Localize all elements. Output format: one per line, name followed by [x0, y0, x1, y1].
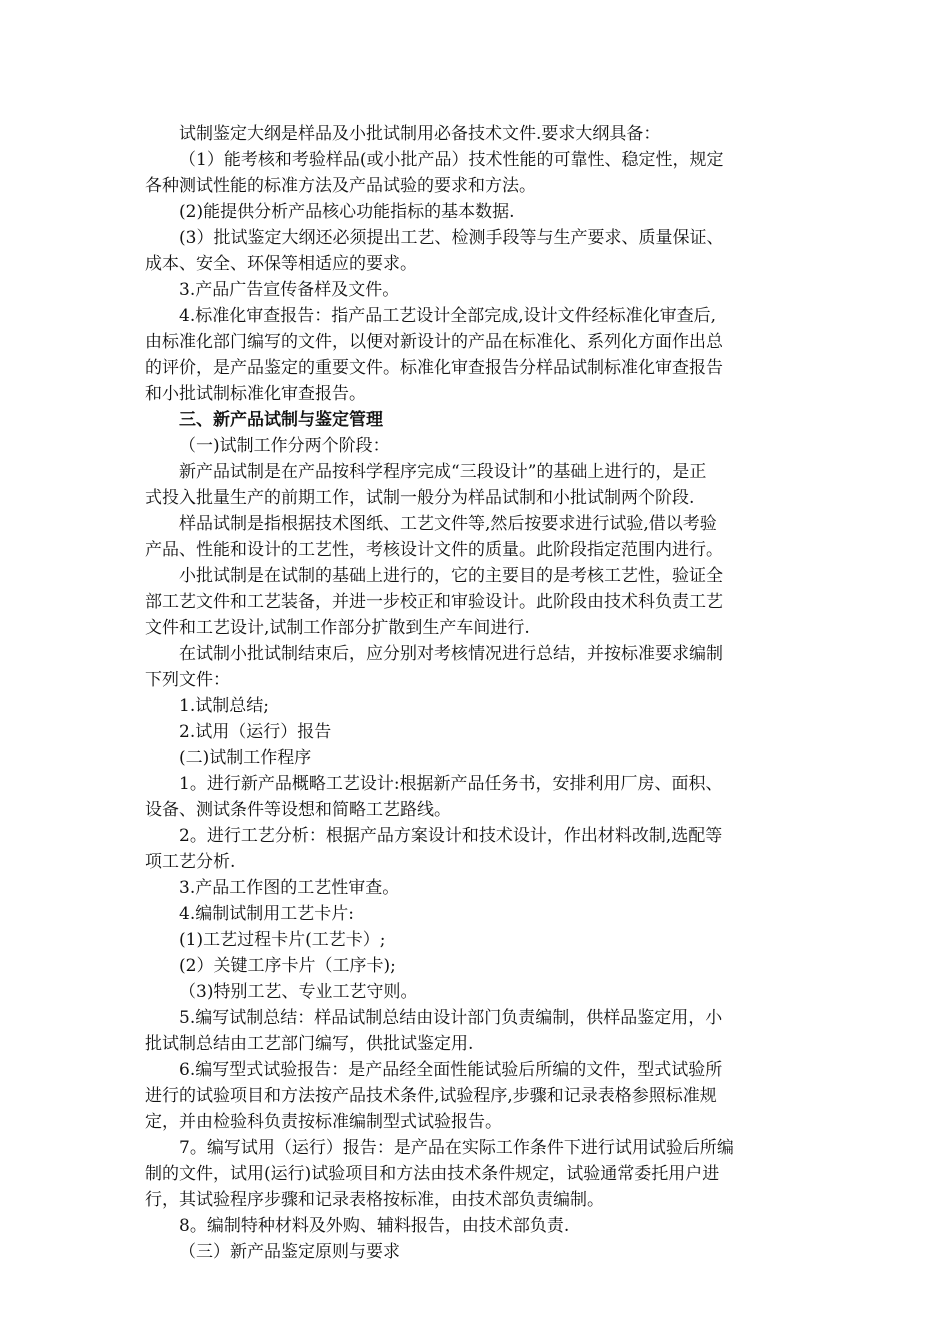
- text-line: 1.试制总结;: [179, 696, 269, 716]
- text-line: 下列文件：: [145, 670, 230, 690]
- paragraph: [145, 225, 805, 277]
- paragraph: [145, 121, 805, 147]
- paragraph: [145, 1057, 805, 1135]
- paragraph: [145, 563, 805, 641]
- text-line: （三）新产品鉴定原则与要求: [179, 1242, 400, 1262]
- text-line: 2。进行工艺分析：根据产品方案设计和技术设计，作出材料改制,选配等: [179, 826, 723, 846]
- paragraph: [145, 1239, 805, 1265]
- paragraph: [145, 771, 805, 823]
- text-line: 设备、测试条件等设想和简略工艺路线。: [145, 800, 451, 820]
- paragraph: [145, 693, 805, 719]
- text-line: 部工艺文件和工艺装备，并进一步校正和审验设计。此阶段由技术科负责工艺: [145, 592, 723, 612]
- text-line: (1)工艺过程卡片(工艺卡）;: [179, 930, 386, 950]
- text-line: 新产品试制是在产品按科学程序完成“三段设计”的基础上进行的，是正: [179, 462, 707, 482]
- paragraph: [145, 641, 805, 693]
- paragraph: [145, 433, 805, 459]
- text-line: 各种测试性能的标准方法及产品试验的要求和方法。: [145, 176, 536, 196]
- paragraph: [145, 719, 805, 745]
- paragraph: [145, 979, 805, 1005]
- text-line: 文件和工艺设计,试制工作部分扩散到生产车间进行.: [145, 618, 530, 638]
- text-line: (2)能提供分析产品核心功能指标的基本数据.: [179, 202, 515, 222]
- paragraph: [145, 1135, 805, 1213]
- document-body: [145, 121, 805, 1265]
- text-line: 3.产品工作图的工艺性审查。: [179, 878, 400, 898]
- text-line: 进行的试验项目和方法按产品技术条件,试验程序,步骤和记录表格参照标准规: [145, 1086, 717, 1106]
- text-line: 6.编写型式试验报告：是产品经全面性能试验后所编的文件，型式试验所: [179, 1060, 723, 1080]
- paragraph: [145, 823, 805, 875]
- paragraph: [145, 511, 805, 563]
- text-line: 定，并由检验科负责按标准编制型式试验报告。: [145, 1112, 502, 1132]
- text-line: 产品、性能和设计的工艺性，考核设计文件的质量。此阶段指定范围内进行。: [145, 540, 723, 560]
- paragraph: [145, 1213, 805, 1239]
- text-line: 式投入批量生产的前期工作，试制一般分为样品试制和小批试制两个阶段.: [145, 488, 695, 508]
- paragraph: [145, 901, 805, 927]
- paragraph: [145, 459, 805, 511]
- paragraph: [145, 277, 805, 303]
- text-line: 和小批试制标准化审查报告。: [145, 384, 366, 404]
- text-line: 1。进行新产品概略工艺设计:根据新产品任务书，安排利用厂房、面积、: [179, 774, 723, 794]
- text-line: 7。编写试用（运行）报告：是产品在实际工作条件下进行试用试验后所编: [179, 1138, 734, 1158]
- paragraph: [145, 927, 805, 953]
- section-heading: [145, 407, 805, 433]
- text-line: 2.试用（运行）报告: [179, 722, 332, 742]
- paragraph: [145, 199, 805, 225]
- paragraph: [145, 875, 805, 901]
- text-line: 试制鉴定大纲是样品及小批试制用必备技术文件.要求大纲具备：: [179, 124, 661, 144]
- text-line: 4.编制试制用工艺卡片:: [179, 904, 354, 924]
- text-line: 小批试制是在试制的基础上进行的，它的主要目的是考核工艺性，验证全: [179, 566, 723, 586]
- paragraph: [145, 953, 805, 979]
- paragraph: [145, 745, 805, 771]
- text-line: （3)特别工艺、专业工艺守则。: [179, 982, 418, 1002]
- paragraph: [145, 303, 805, 407]
- text-line: 三、新产品试制与鉴定管理: [179, 410, 383, 430]
- text-line: 成本、安全、环保等相适应的要求。: [145, 254, 417, 274]
- text-line: (2）关键工序卡片（工序卡);: [179, 956, 396, 976]
- text-line: 批试制总结由工艺部门编写，供批试鉴定用.: [145, 1034, 474, 1054]
- text-line: 行，其试验程序步骤和记录表格按标准，由技术部负责编制。: [145, 1190, 604, 1210]
- text-line: 4.标准化审查报告：指产品工艺设计全部完成,设计文件经标准化审查后,: [179, 306, 717, 326]
- text-line: 的评价，是产品鉴定的重要文件。标准化审查报告分样品试制标准化审查报告: [145, 358, 723, 378]
- text-line: 5.编写试制总结：样品试制总结由设计部门负责编制，供样品鉴定用，小: [179, 1008, 723, 1028]
- text-line: 样品试制是指根据技术图纸、工艺文件等,然后按要求进行试验,借以考验: [179, 514, 717, 534]
- text-line: 制的文件，试用(运行)试验项目和方法由技术条件规定，试验通常委托用户进: [145, 1164, 720, 1184]
- text-line: 项工艺分析.: [145, 852, 236, 872]
- text-line: （一)试制工作分两个阶段：: [179, 436, 390, 456]
- paragraph: [145, 1005, 805, 1057]
- text-line: 由标准化部门编写的文件，以便对新设计的产品在标准化、系列化方面作出总: [145, 332, 723, 352]
- text-line: 8。编制特种材料及外购、辅料报告，由技术部负责.: [179, 1216, 570, 1236]
- text-line: 3.产品广告宣传备样及文件。: [179, 280, 400, 300]
- text-line: （1）能考核和考验样品(或小批产品）技术性能的可靠性、稳定性，规定: [179, 150, 724, 170]
- text-line: (二)试制工作程序: [179, 748, 312, 768]
- paragraph: [145, 147, 805, 199]
- text-line: 在试制小批试制结束后，应分别对考核情况进行总结，并按标准要求编制: [179, 644, 723, 664]
- text-line: (3）批试鉴定大纲还必须提出工艺、检测手段等与生产要求、质量保证、: [179, 228, 724, 248]
